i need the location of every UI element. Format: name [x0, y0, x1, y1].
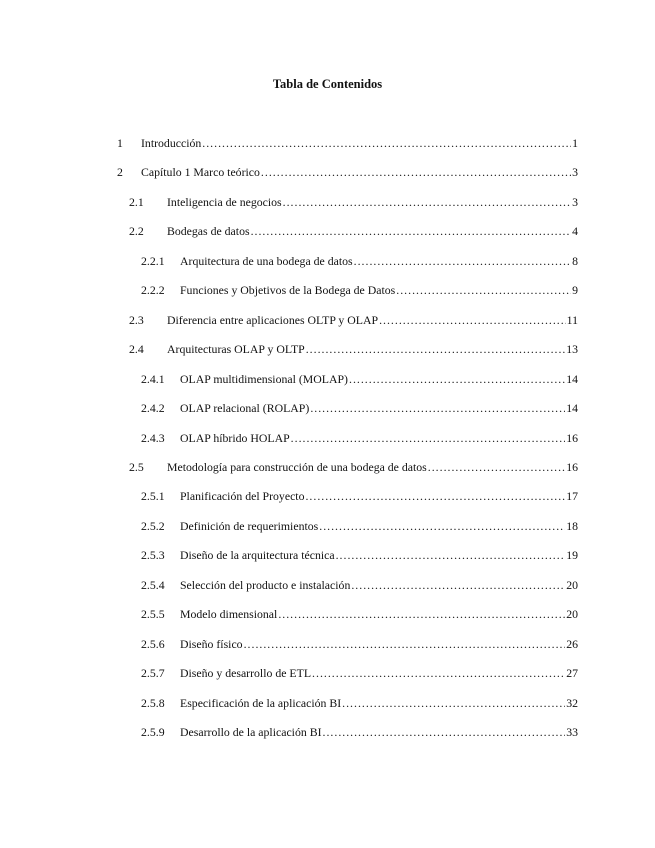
toc-entry[interactable] [141, 431, 578, 449]
toc-entry[interactable] [141, 254, 578, 272]
toc-entry-title: OLAP multidimensional (MOLAP) [180, 371, 348, 386]
toc-entry-title: Selección del producto e instalación [180, 577, 351, 592]
toc-entry-title: Metodología para construcción de una bodega de datos [167, 459, 427, 474]
toc-entry-page: 16 [566, 459, 578, 474]
toc-entry-page: 16 [566, 430, 578, 445]
dot-leader [283, 195, 571, 210]
toc-entry-title: Arquitectura de una bodega de datos [180, 253, 353, 268]
toc-entry-number: 2.4 [129, 342, 144, 357]
toc-entry-title: Desarrollo de la aplicación BI [180, 725, 322, 739]
toc-entry-title: Modelo dimensional [180, 607, 278, 622]
toc-entry-title: OLAP híbrido HOLAP [180, 430, 290, 445]
toc-entry-page: 17 [566, 489, 578, 504]
dot-leader [261, 165, 571, 180]
toc-entry[interactable] [141, 666, 578, 684]
toc-entry-number: 2.5 [129, 459, 144, 474]
toc-entry-title: Inteligencia de negocios [167, 194, 282, 209]
toc-entry-page: 3 [572, 165, 578, 180]
toc-entry-number: 2.4.1 [141, 371, 165, 386]
toc-entry-title: OLAP relacional (ROLAP) [180, 401, 310, 416]
toc-entry-page: 14 [566, 371, 578, 386]
toc-entry[interactable] [141, 637, 578, 655]
toc-entry-number: 2.3 [129, 312, 144, 327]
toc-entry[interactable] [117, 165, 578, 183]
toc-entry-title: Definición de requerimientos [180, 518, 319, 533]
dot-leader [336, 548, 566, 563]
dot-leader [379, 313, 566, 328]
toc-entry-title: Bodegas de datos [167, 224, 250, 239]
toc-entry-number: 2.4.2 [141, 401, 165, 416]
toc-entry-title: Especificación de la aplicación BI [180, 695, 342, 710]
toc-entry-number: 2.5.7 [141, 666, 165, 681]
dot-leader [342, 696, 565, 711]
dot-leader [305, 489, 565, 504]
toc-entry-title: Diferencia entre aplicaciones OLTP y OLAP [167, 312, 379, 327]
toc-entry-title: Funciones y Objetivos de la Bodega de Datos [180, 283, 396, 298]
dot-leader [291, 431, 566, 446]
dot-leader [251, 224, 572, 239]
toc-entry-number: 1 [117, 136, 123, 150]
toc-entry-page: 19 [566, 548, 578, 563]
toc-entry-page: 8 [572, 253, 578, 268]
toc-entry-page: 4 [572, 224, 578, 239]
toc-entry-page: 3 [572, 194, 578, 209]
dot-leader [312, 666, 565, 681]
toc-entry-number: 2.2.2 [141, 283, 165, 298]
dot-leader [351, 578, 565, 593]
dot-leader [319, 519, 565, 534]
dot-leader [396, 283, 571, 298]
dot-leader [428, 460, 565, 475]
toc-entry-title: Planificación del Proyecto [180, 489, 305, 504]
toc-entry-number: 2.5.4 [141, 577, 165, 592]
toc-entry-page: 18 [566, 518, 578, 533]
toc-entry[interactable] [141, 725, 578, 743]
dot-leader [323, 725, 566, 740]
toc-entry[interactable] [129, 342, 578, 360]
toc-entry-number: 2.5.8 [141, 695, 165, 710]
toc-entry-number: 2.2 [129, 224, 144, 239]
dot-leader [310, 401, 565, 416]
toc-entry[interactable] [141, 401, 578, 419]
toc-entry[interactable] [117, 136, 578, 154]
toc-entry-page: 20 [566, 577, 578, 592]
toc-entry-page: 33 [566, 725, 578, 739]
toc-entry[interactable] [129, 224, 578, 242]
toc-entry[interactable] [141, 283, 578, 301]
toc-entry-number: 2.5.5 [141, 607, 165, 622]
toc-entry-page: 13 [566, 342, 578, 357]
toc-entry-number: 2.4.3 [141, 430, 165, 445]
dot-leader [202, 136, 571, 151]
dot-leader [306, 342, 565, 357]
toc-entry-number: 2.5.3 [141, 548, 165, 563]
dot-leader [278, 607, 565, 622]
toc-entry[interactable] [141, 519, 578, 537]
toc-entry-page: 1 [572, 136, 578, 150]
toc-entry[interactable] [141, 372, 578, 390]
toc-entry-number: 2.2.1 [141, 253, 165, 268]
toc-entry-number: 2.1 [129, 194, 144, 209]
toc-entry[interactable] [141, 607, 578, 625]
toc-entry-title: Arquitecturas OLAP y OLTP [167, 342, 305, 357]
toc-entry-title: Diseño de la arquitectura técnica [180, 548, 335, 563]
toc-entry-page: 20 [566, 607, 578, 622]
toc-entry-title: Introducción [141, 136, 202, 150]
toc-entry-title: Diseño y desarrollo de ETL [180, 666, 312, 681]
toc-entry-title: Diseño físico [180, 636, 243, 651]
toc-entry-page: 32 [566, 695, 578, 710]
toc-entry[interactable] [129, 460, 578, 478]
dot-leader [354, 254, 571, 269]
toc-entry-number: 2 [117, 165, 123, 180]
toc-entry[interactable] [141, 548, 578, 566]
page-title: Tabla de Contenidos [272, 77, 383, 91]
toc-entry-page: 27 [566, 666, 578, 681]
toc-entry-page: 14 [566, 401, 578, 416]
toc-entry-page: 9 [572, 283, 578, 298]
dot-leader [349, 372, 565, 387]
dot-leader [244, 637, 566, 652]
toc-entry[interactable] [129, 313, 578, 331]
toc-entry-page: 26 [566, 636, 578, 651]
toc-entry[interactable] [129, 195, 578, 213]
toc-entry-title: Capítulo 1 Marco teórico [141, 165, 260, 180]
toc-entry-number: 2.5.9 [141, 725, 165, 739]
toc-entry-number: 2.5.6 [141, 636, 165, 651]
toc-entry-page: 11 [566, 312, 578, 327]
toc-entry-number: 2.5.1 [141, 489, 165, 504]
toc-entry[interactable] [141, 696, 578, 714]
toc-entry-number: 2.5.2 [141, 518, 165, 533]
toc-entry[interactable] [141, 489, 578, 507]
toc-entry[interactable] [141, 578, 578, 596]
